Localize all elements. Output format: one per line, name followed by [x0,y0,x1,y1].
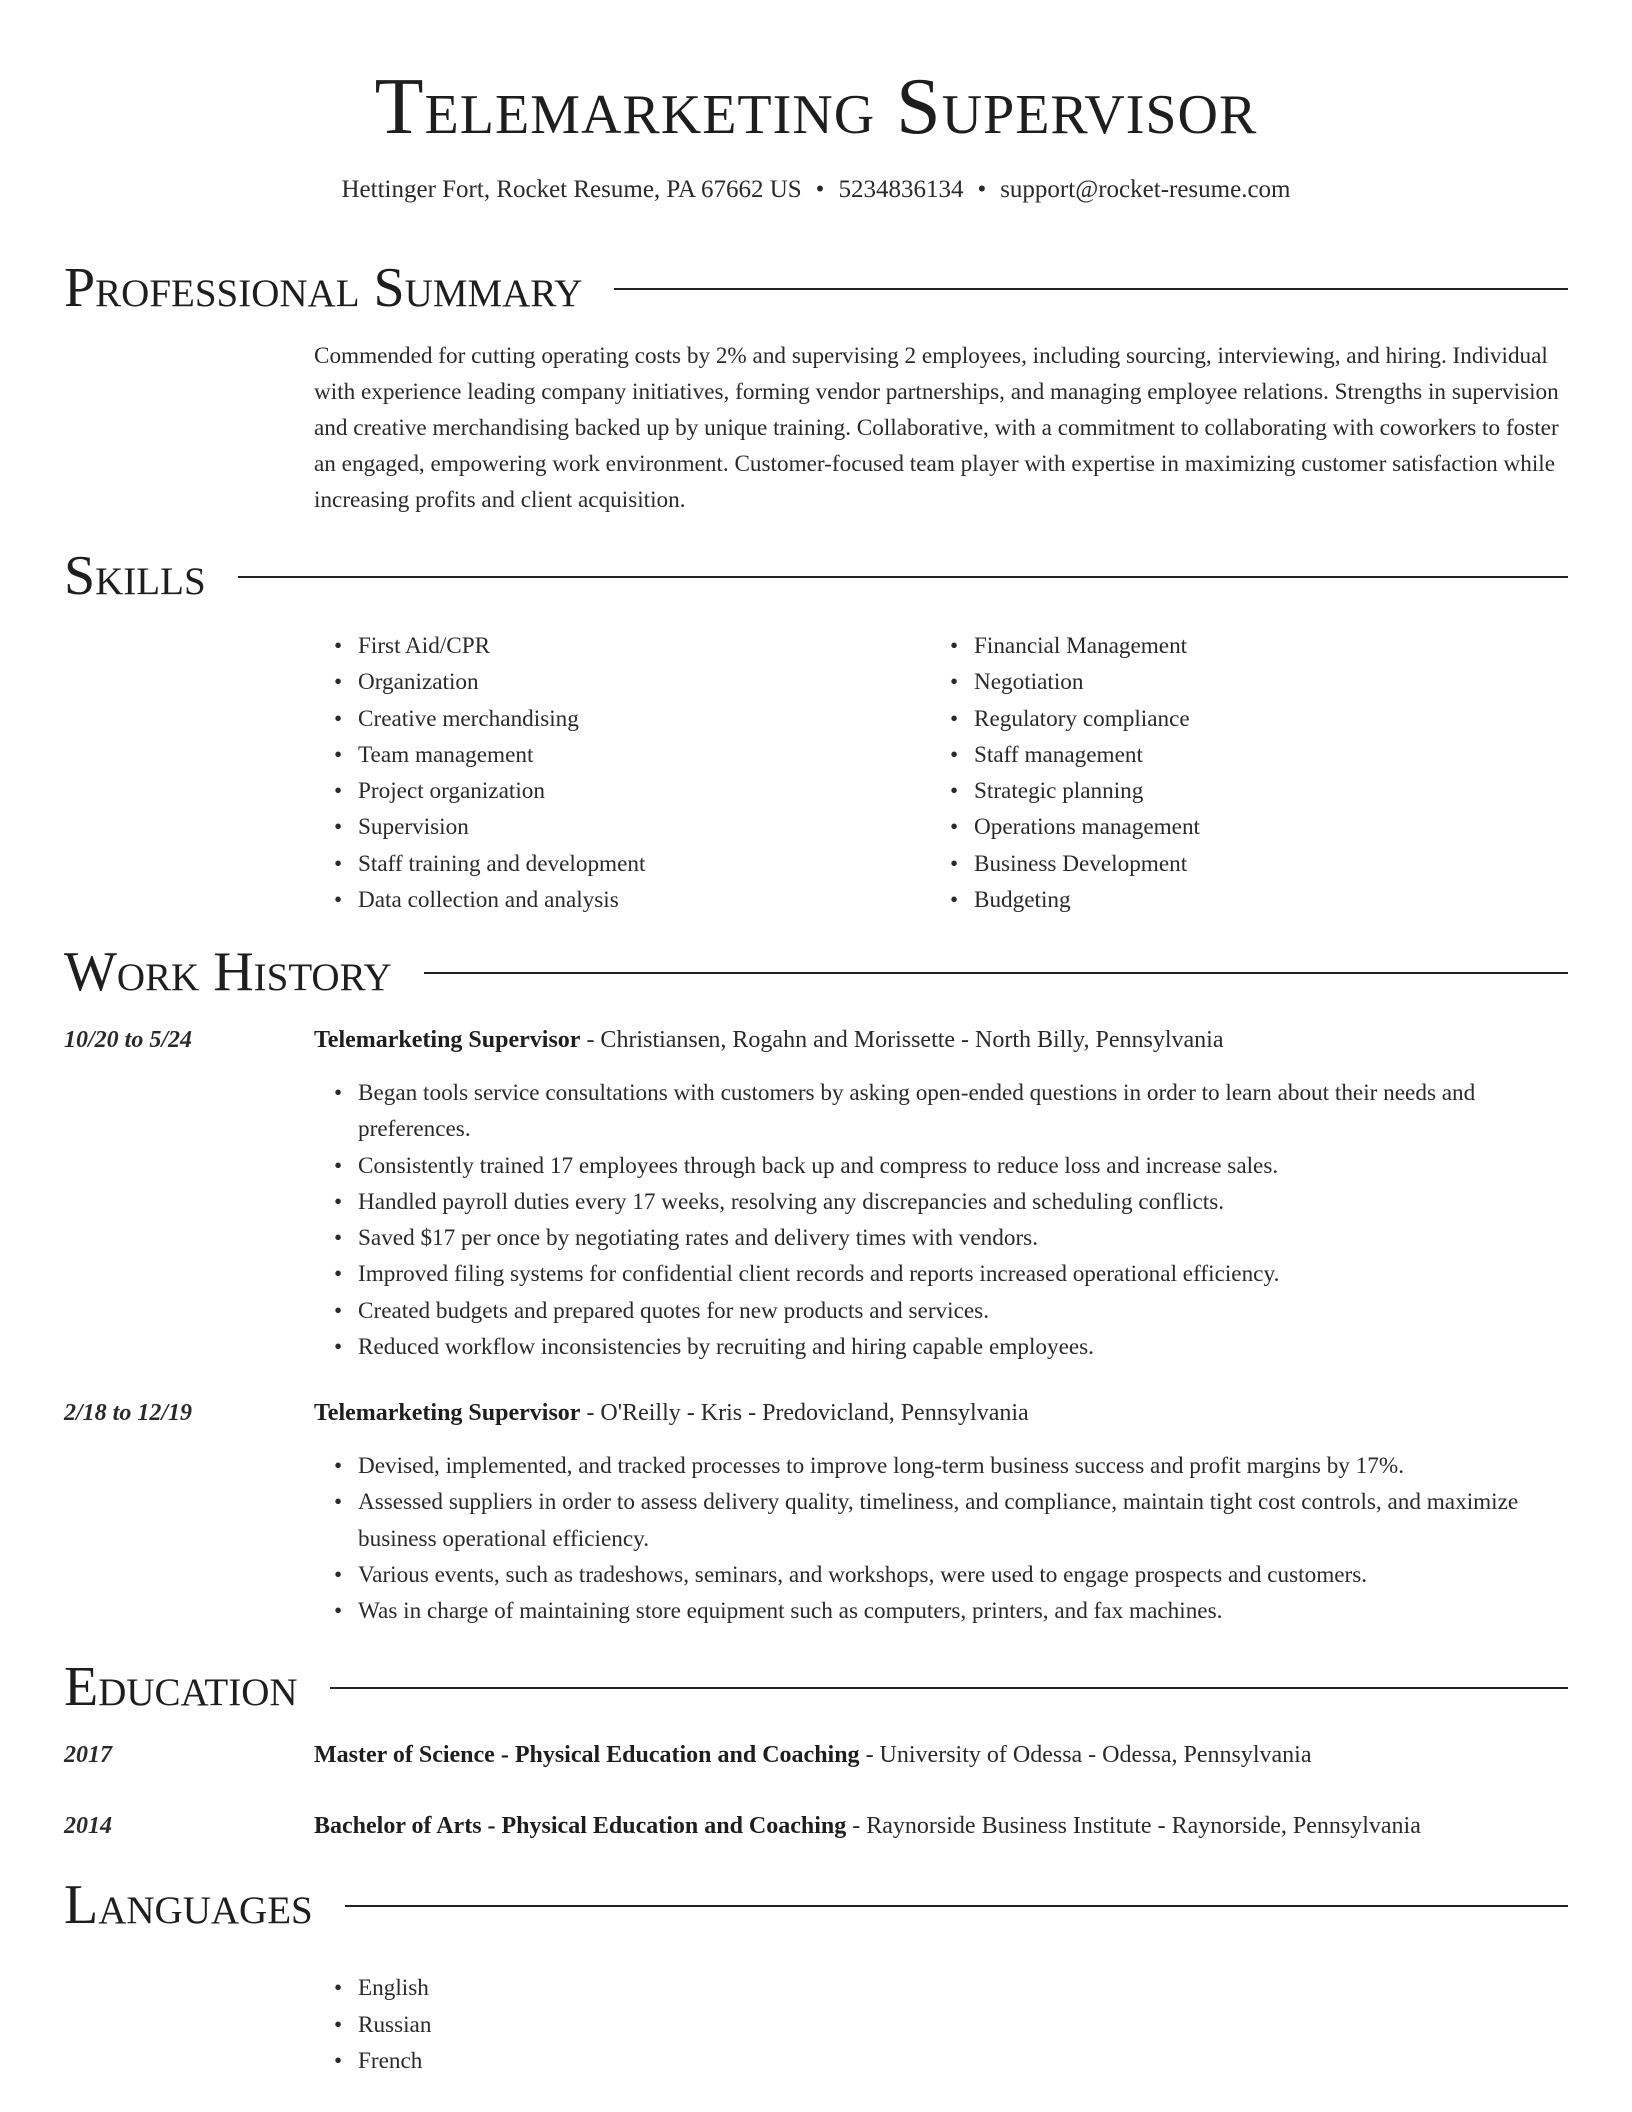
skill-item: • Regulatory compliance [949,705,1190,732]
address: Hettinger Fort, Rocket Resume, PA 67662 US [341,176,802,203]
job-bullet: • Created budgets and prepared quotes for new products and services. [333,1297,989,1324]
phone: 5234836134 [838,176,964,203]
skill-item: • Staff management [949,741,1143,768]
job-bullet: • Saved $17 per once by negotiating rates and delivery times with vendors. [333,1225,1038,1252]
job-title: Telemarketing Supervisor [314,1400,581,1426]
school-location: - Raynorside Business Institute - Raynorside, Pennsylvania [846,1813,1421,1839]
section-title: Languages [64,1874,313,1936]
section-header-languages [64,1873,1568,1937]
skill-item: • Operations management [949,814,1200,841]
skill-item: • Business Development [949,850,1188,877]
section-title: Work History [64,941,392,1003]
summary-text: Commended for cutting operating costs by 2% and supervising 2 employees, including sourcing, interviewing, and hiring. Individual with experience leading company initiatives, forming vendor partnerships, and managing employee relations. Strengths in supervision and creative merchandising backed up by unique training. Collaborative, with a commitment to collaborating with coworkers to foster an engaged, empowering work environment. Customer-focused team player with expertise in maximizing customer satisfaction while increasing profits and client acquisition. [314,343,1559,513]
language-item: • English [333,1975,429,2001]
job-bullet-list [333,1075,1568,1365]
section-header-summary [64,256,1568,320]
skills-list-left [333,628,938,918]
section-divider [614,288,1568,290]
section-divider [238,576,1568,578]
skill-item: • Supervision [333,814,469,841]
skill-item: • Negotiation [949,669,1084,696]
job-dates: 2/18 to 12/19 [64,1400,193,1426]
contact-line [0,172,1632,208]
job-heading [314,1022,1574,1058]
skill-item: • Financial Management [949,633,1188,659]
skill-item: • First Aid/CPR [333,633,491,659]
job-employer-location: - Christiansen, Rogahn and Morissette - North Billy, Pennsylvania [580,1027,1224,1053]
degree: Master of Science - Physical Education and Coaching [314,1742,860,1768]
section-title: Education [64,1656,298,1718]
skill-item: • Organization [333,669,479,696]
section-divider [345,1905,1568,1907]
section-divider [330,1687,1568,1689]
section-header-skills [64,544,1568,608]
job-bullet: • Handled payroll duties every 17 weeks, resolving any discrepancies and scheduling conflicts. [333,1188,1225,1215]
job-bullet-list [333,1448,1568,1629]
language-item: • Russian [333,2011,432,2038]
job-heading [314,1395,1574,1431]
job-bullet: • Assessed suppliers in order to assess delivery quality, timeliness, and compliance, maintain tight cost controls, and maximize business operational efficiency. [333,1489,1519,1552]
language-item: • French [333,2048,423,2074]
candidate-name: Telemarketing Supervisor [374,63,1258,151]
job-bullet: • Devised, implemented, and tracked processes to improve long-term business success and profit margins by 17%. [333,1453,1404,1479]
job-bullet: • Various events, such as tradeshows, seminars, and workshops, were used to engage prospects and customers. [333,1561,1368,1588]
section-title: Professional Summary [64,257,583,319]
job-bullet: • Improved filing systems for confidential client records and reports increased operational efficiency. [333,1261,1280,1288]
section-header-education [64,1655,1568,1719]
education-entry [314,1808,1574,1844]
school-location: - University of Odessa - Odessa, Pennsylvania [859,1742,1312,1768]
skill-item: • Data collection and analysis [333,887,619,914]
section-divider [424,972,1568,974]
education-year: 2014 [64,1813,112,1839]
email: support@rocket-resume.com [1000,176,1291,203]
skill-item: • Strategic planning [949,778,1144,805]
separator: • [815,176,825,203]
skill-item: • Creative merchandising [333,705,579,732]
education-year: 2017 [64,1742,112,1768]
languages-list [333,1970,958,2080]
skill-item: • Project organization [333,778,545,805]
separator: • [977,176,987,203]
job-title: Telemarketing Supervisor [314,1027,581,1053]
section-header-work-history [64,940,1568,1004]
job-bullet: • Reduced workflow inconsistencies by recruiting and hiring capable employees. [333,1334,1094,1361]
degree: Bachelor of Arts - Physical Education and Coaching [314,1813,847,1839]
skills-list-right [949,628,1554,918]
skill-item: • Budgeting [949,887,1071,914]
education-entry [314,1737,1574,1773]
skill-item: • Team management [333,741,534,768]
job-bullet: • Began tools service consultations with customers by asking open-ended questions in order to learn about their needs and preferences. [333,1080,1476,1143]
job-bullet: • Was in charge of maintaining store equipment such as computers, printers, and fax machines. [333,1598,1223,1625]
job-dates: 10/20 to 5/24 [64,1027,193,1053]
section-title: Skills [64,545,206,607]
job-bullet: • Consistently trained 17 employees through back up and compress to reduce loss and increase sales. [333,1152,1279,1179]
skill-item: • Staff training and development [333,850,646,877]
job-employer-location: - O'Reilly - Kris - Predovicland, Pennsylvania [580,1400,1029,1426]
